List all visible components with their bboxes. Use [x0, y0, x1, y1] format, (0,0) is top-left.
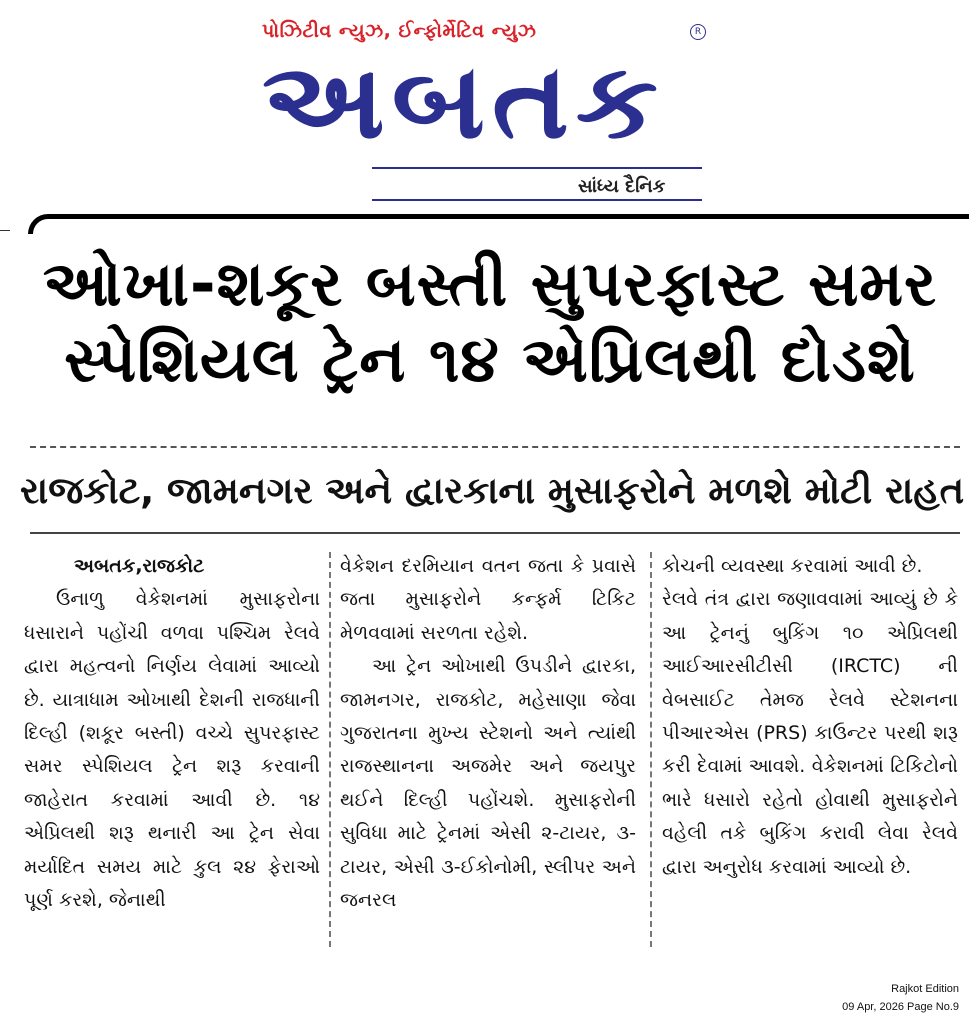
column-separator [650, 552, 652, 947]
column-3-paragraph-2: રેલવે તંત્ર દ્વારા જણાવવામાં આવ્યું છે કે આ ટ્રેનનું બુકિંગ ૧૦ એપ્રિલથી આઈઆરસીટીસી (IRCTC) ની વેબસાઈટ તેમજ રેલવે સ્ટેશનના પીઆરએસ (PRS) કાઉન્ટર પરથી શરૂ કરી દેવામાં આવશે. વેકેશનમાં ટિકિટોનો ભારે ધસારો રહેતો હોવાથી મુસાફરોને વહેલી તકે બુકિંગ કરાવી લેવા રેલવે દ્વારા અનુરોધ કરવામાં આવ્યો છે. [662, 588, 958, 878]
column-2-paragraph-1: વેકેશન દરમિયાન વતન જતા કે પ્રવાસે જતા મુસાફરોને કન્ફર્મ ટિકિટ મેળવવામાં સરળતા રહેશે. [340, 555, 636, 644]
subheadline-divider [30, 532, 960, 534]
article-headline [20, 246, 960, 398]
footer-edition: Rajkot Edition [891, 983, 959, 995]
article-dateline: અબતક,રાજકોટ [74, 555, 205, 577]
article-frame [28, 214, 969, 234]
column-1-paragraph: ઉનાળુ વેકેશનમાં મુસાફરોના ધસારાને પહોંચી વળવા પશ્ચિમ રેલવે દ્વારા મહત્વનો નિર્ણય લેવામાં આવ્યો છે. યાત્રાધામ ઓખાથી દેશની રાજધાની દિલ્હી (શકૂર બસ્તી) વચ્ચે સુપરફાસ્ટ સમર સ્પેશિયલ ટ્રેન શરૂ કરવાની જાહેરાત કરવામાં આવી છે. ૧૪ એપ્રિલથી શરૂ થનારી આ ટ્રેન સેવા મર્યાદિત સમય માટે કુલ ૨૪ ફેરાઓ પૂર્ણ કરશે, જેનાથી [24, 588, 320, 912]
article-column-3 [662, 550, 958, 884]
headline-line-1: ઓખા-શકૂર બસ્તી સુપરફાસ્ટ સમર [42, 247, 938, 320]
article-column-2 [340, 550, 636, 917]
masthead-rule-top [372, 167, 702, 169]
masthead-edition-tag: સાંધ્ય દૈનિક [578, 176, 666, 197]
page-footer [842, 980, 959, 1016]
article-column-1 [24, 550, 320, 917]
column-3-paragraph-1: કોચની વ્યવસ્થા કરવામાં આવી છે. [662, 555, 923, 577]
registered-mark-icon: R [690, 24, 706, 40]
crop-mark [0, 230, 10, 231]
article-subheadline: રાજકોટ, જામનગર અને દ્વારકાના મુસાફરોને મળશે મોટી રાહત [20, 469, 965, 512]
headline-line-2: સ્પેશિયલ ટ્રેન ૧૪ એપ્રિલથી દોડશે [64, 323, 916, 396]
footer-date-page: 09 Apr, 2026 Page No.9 [842, 1001, 959, 1013]
masthead-logo: અબતક [262, 40, 665, 162]
column-separator [329, 552, 331, 947]
masthead-rule-bottom [372, 199, 702, 201]
column-2-paragraph-2: આ ટ્રેન ઓખાથી ઉપડીને દ્વારકા, જામનગર, રાજકોટ, મહેસાણા જેવા ગુજરાતના મુખ્ય સ્ટેશનો અને ત્યાંથી રાજસ્થાનના અજમેર અને જયપુર થઈને દિલ્હી પહોંચશે. મુસાફરોની સુવિધા માટે ટ્રેનમાં એસી ૨-ટાયર, ૩-ટાયર, એસી ૩-ઈકોનોમી, સ્લીપર અને જનરલ [340, 655, 636, 912]
headline-divider [30, 446, 960, 452]
masthead-tagline: પોઝિટીવ ન્યુઝ, ઈન્ફોર્મેટિવ ન્યુઝ [262, 20, 537, 42]
